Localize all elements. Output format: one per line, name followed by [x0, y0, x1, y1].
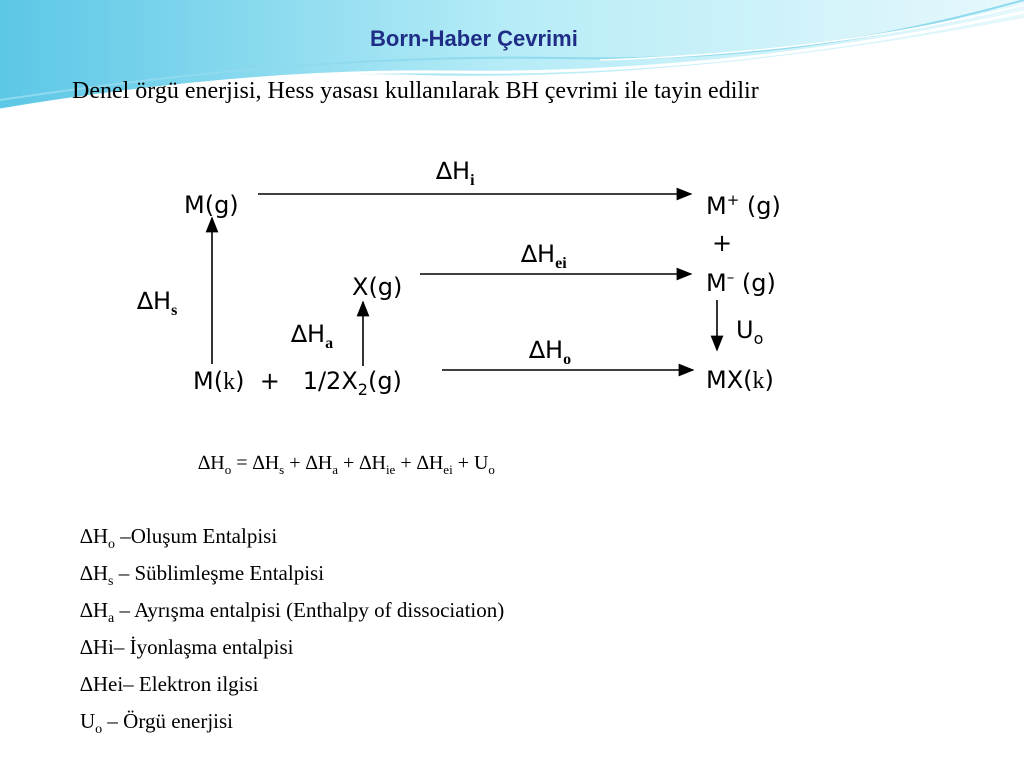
definition-lattice-energy: $U_o$ – Örgü enerjisi	[80, 709, 234, 738]
definition-electron-affinity: ∆Hei– Elektron ilgisi	[80, 672, 259, 696]
definition-sublimation: $\Delta H_s$ – Süblimleşme Entalpisi	[80, 561, 325, 590]
reactants-M-solid-X2: $M(k) + 1/2X_2(g)$	[193, 367, 402, 399]
hess-law-equation: $\Delta H_o = \Delta H_s + \Delta H_a + \Delta H_{ie} + \Delta H_{ei} + U_o$	[198, 452, 495, 477]
slide-title: Born-Haber Çevrimi	[370, 26, 578, 51]
label-dH-ionization: $\Delta H_i$	[436, 157, 475, 189]
label-dH-electron-affinity: $\Delta H_{ei}$	[521, 240, 567, 272]
label-dH-formation: $\Delta H_o$	[529, 336, 572, 368]
species-X-gas: X(g)	[352, 273, 403, 301]
label-dH-dissociation: $\Delta H_a$	[291, 320, 334, 352]
plus-sign: +	[712, 229, 733, 257]
label-dH-sublimation: $\Delta H_s$	[137, 287, 178, 319]
definition-ionization: ∆Hi– İyonlaşma entalpisi	[80, 635, 294, 659]
definition-formation: $\Delta H_o$ –Oluşum Entalpisi	[80, 524, 278, 553]
species-X-anion: M– (g)	[706, 268, 776, 297]
species-M-gas: M(g)	[184, 191, 239, 219]
slide-subtitle: Denel örgü enerjisi, Hess yasası kullanılarak BH çevrimi ile tayin edilir	[72, 78, 759, 104]
product-MX-solid: MX(k)	[706, 366, 774, 394]
species-M-cation: M+ (g)	[706, 191, 781, 220]
definition-dissociation: $\Delta H_a$ – Ayrışma entalpisi (Enthalpy of dissociation)	[80, 598, 505, 627]
label-lattice-energy: $U_o$	[736, 316, 764, 348]
